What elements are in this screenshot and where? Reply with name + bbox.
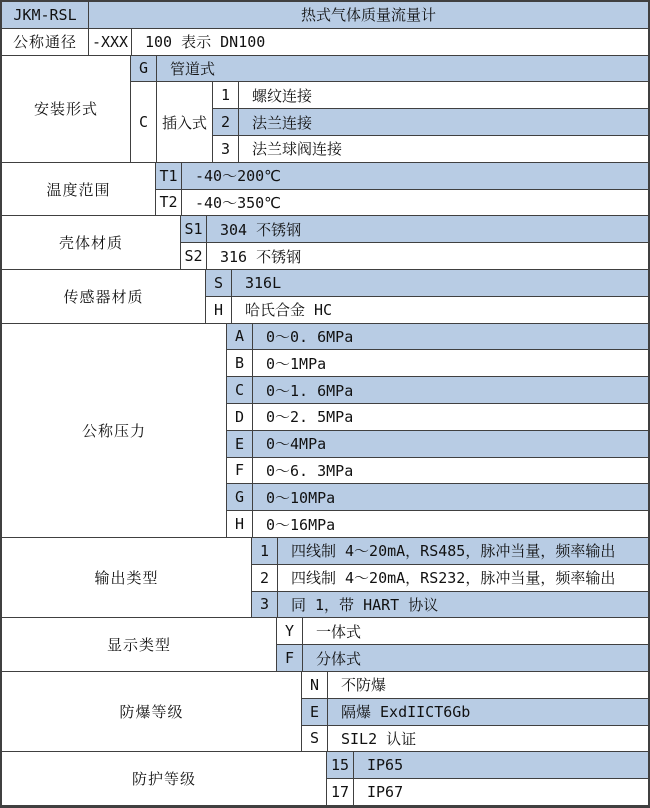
option-desc: 0～1MPa xyxy=(253,350,648,376)
install-pipe-code: G xyxy=(131,56,156,82)
option-code: G xyxy=(227,484,252,510)
section-temperature xyxy=(2,163,648,216)
option-desc: 法兰球阀连接 xyxy=(239,136,648,162)
section-pressure xyxy=(2,324,648,537)
option-code: S xyxy=(302,726,327,752)
section-sensor xyxy=(2,270,648,323)
option-code: 2 xyxy=(213,109,238,135)
diameter-label: 公称通径 xyxy=(2,29,88,55)
option-code: F xyxy=(277,645,302,671)
option-desc: 0～2. 5MPa xyxy=(253,404,648,430)
option-desc: 0～6. 3MPa xyxy=(253,458,648,484)
temperature-label: 温度范围 xyxy=(2,163,155,216)
install-insert-code: C xyxy=(131,82,156,161)
option-desc: IP65 xyxy=(354,752,648,778)
option-desc: 不防爆 xyxy=(328,672,648,698)
option-desc: 四线制 4～20mA，RS485，脉冲当量，频率输出 xyxy=(278,538,648,564)
option-desc: 分体式 xyxy=(303,645,648,671)
option-code: A xyxy=(227,324,252,350)
option-code: F xyxy=(227,458,252,484)
install-insert-name: 插入式 xyxy=(157,82,212,161)
option-code: S xyxy=(206,270,231,296)
diameter-code: -XXX xyxy=(89,29,131,55)
explosion-label: 防爆等级 xyxy=(2,672,301,751)
model-code: JKM-RSL xyxy=(2,2,88,28)
product-title: 热式气体质量流量计 xyxy=(89,2,648,28)
pressure-label: 公称压力 xyxy=(2,324,226,537)
housing-label: 壳体材质 xyxy=(2,216,180,269)
option-code: H xyxy=(206,297,231,323)
option-code: N xyxy=(302,672,327,698)
option-desc: 0～4MPa xyxy=(253,431,648,457)
option-desc: 一体式 xyxy=(303,618,648,644)
option-code: 15 xyxy=(327,752,353,778)
option-desc: 哈氏合金 HC xyxy=(232,297,648,323)
protection-label: 防护等级 xyxy=(2,752,326,805)
option-desc: 四线制 4～20mA，RS232，脉冲当量，频率输出 xyxy=(278,565,648,591)
option-code: D xyxy=(227,404,252,430)
option-desc: 0～0. 6MPa xyxy=(253,324,648,350)
output-label: 输出类型 xyxy=(2,538,251,617)
section-explosion xyxy=(2,672,648,751)
option-code: 3 xyxy=(252,592,277,618)
option-desc: 304 不锈钢 xyxy=(207,216,648,242)
section-housing xyxy=(2,216,648,269)
option-code: 1 xyxy=(213,82,238,108)
option-code: C xyxy=(227,377,252,403)
option-code: S1 xyxy=(181,216,206,242)
option-desc: 316L xyxy=(232,270,648,296)
option-desc: -40～200℃ xyxy=(182,163,648,189)
option-code: 3 xyxy=(213,136,238,162)
diameter-desc: 100 表示 DN100 xyxy=(132,29,648,55)
section-install xyxy=(2,56,648,162)
option-code: 1 xyxy=(252,538,277,564)
option-desc: 0～1. 6MPa xyxy=(253,377,648,403)
option-code: H xyxy=(227,511,252,537)
section-diameter xyxy=(2,29,648,55)
option-desc: 螺纹连接 xyxy=(239,82,648,108)
option-code: B xyxy=(227,350,252,376)
option-desc: SIL2 认证 xyxy=(328,726,648,752)
section-display xyxy=(2,618,648,671)
option-desc: 316 不锈钢 xyxy=(207,243,648,269)
sensor-label: 传感器材质 xyxy=(2,270,205,323)
option-code: E xyxy=(227,431,252,457)
section-header xyxy=(2,2,648,28)
option-desc: IP67 xyxy=(354,779,648,805)
option-desc: 同 1，带 HART 协议 xyxy=(278,592,648,618)
option-code: 2 xyxy=(252,565,277,591)
option-code: Y xyxy=(277,618,302,644)
install-label: 安装形式 xyxy=(2,56,130,162)
option-desc: 0～16MPa xyxy=(253,511,648,537)
option-code: 17 xyxy=(327,779,353,805)
display-label: 显示类型 xyxy=(2,618,276,671)
option-desc: -40～350℃ xyxy=(182,190,648,216)
option-code: S2 xyxy=(181,243,206,269)
section-protection xyxy=(2,752,648,805)
option-code: E xyxy=(302,699,327,725)
option-desc: 0～10MPa xyxy=(253,484,648,510)
option-code: T2 xyxy=(156,190,181,216)
option-desc: 隔爆 ExdIICT6Gb xyxy=(328,699,648,725)
install-pipe-desc: 管道式 xyxy=(157,56,648,82)
option-code: T1 xyxy=(156,163,181,189)
section-output xyxy=(2,538,648,617)
option-desc: 法兰连接 xyxy=(239,109,648,135)
